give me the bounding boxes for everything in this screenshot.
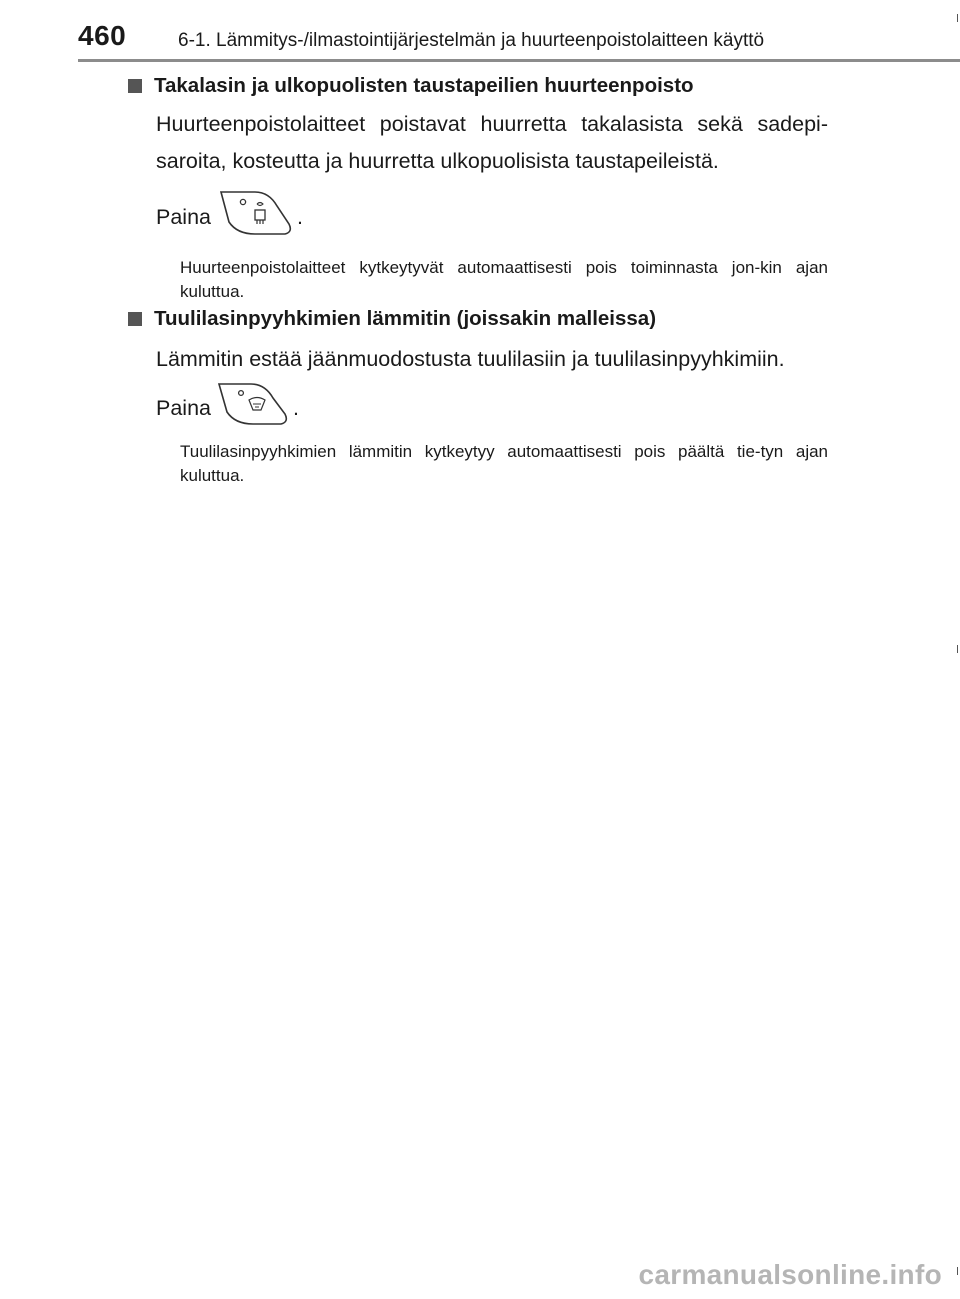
crop-mark bbox=[957, 1267, 958, 1275]
section-wiper-deicer bbox=[128, 305, 828, 488]
rear-defogger-button-icon bbox=[215, 186, 295, 248]
press-instruction bbox=[156, 186, 828, 248]
page-header bbox=[0, 0, 960, 62]
crop-mark bbox=[957, 14, 958, 22]
press-label: Paina bbox=[156, 204, 211, 229]
watermark: carmanualsonline.info bbox=[638, 1259, 942, 1290]
section-body: Lämmitin estää jäänmuodostusta tuulilasiin ja tuulilasinpyyhkimiin. bbox=[156, 347, 785, 371]
bullet-square-icon bbox=[128, 312, 142, 326]
press-end: . bbox=[297, 204, 303, 229]
section-note: Huurteenpoistolaitteet kytkeytyvät automaattisesti pois toiminnasta jon-kin ajan kuluttua. bbox=[180, 258, 828, 301]
heading-text: Takalasin ja ulkopuolisten taustapeilien huurteenpoisto bbox=[154, 74, 694, 97]
chapter-title: 6-1. Lämmitys-/ilmastointijärjestelmän ja huurteenpoistolaitteen käyttö bbox=[178, 30, 765, 51]
press-instruction bbox=[156, 380, 828, 436]
page-number: 460 bbox=[78, 20, 127, 51]
bullet-square-icon bbox=[128, 79, 142, 93]
section-rear-defogger bbox=[128, 72, 828, 304]
press-label: Paina bbox=[156, 395, 211, 420]
windshield-wiper-deicer-button-icon bbox=[215, 380, 291, 436]
section-body: Huurteenpoistolaitteet poistavat huurretta takalasista sekä sadepi-saroita, kosteutta ja huurretta ulkopuolisista taustapeileistä. bbox=[156, 112, 828, 173]
press-end: . bbox=[293, 395, 299, 420]
section-note: Tuulilasinpyyhkimien lämmitin kytkeytyy automaattisesti pois päältä tie-tyn ajan kuluttua. bbox=[180, 442, 828, 485]
section-heading bbox=[128, 72, 828, 100]
header-divider bbox=[78, 59, 960, 62]
section-heading bbox=[128, 305, 828, 333]
crop-mark bbox=[957, 645, 958, 653]
heading-text: Tuulilasinpyyhkimien lämmitin (joissakin malleissa) bbox=[154, 307, 657, 330]
